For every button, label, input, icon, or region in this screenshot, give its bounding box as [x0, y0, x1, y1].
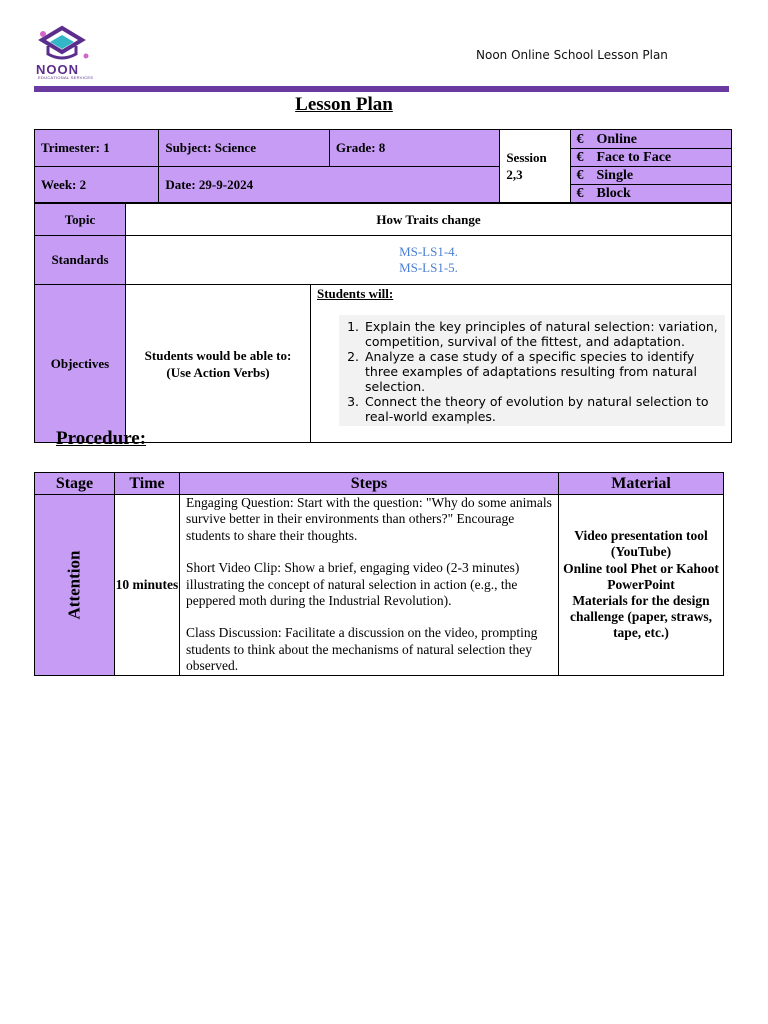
noon-logo [34, 20, 98, 82]
stage-cell [35, 495, 115, 676]
time-cell: 10 minutes [115, 495, 180, 676]
option-symbol: € [576, 131, 584, 147]
subject-cell: Subject: Science [159, 130, 329, 167]
grade-cell: Grade: 8 [329, 130, 499, 167]
logo-subtext: EDUCATIONAL SERVICES [38, 75, 94, 80]
document-title: Lesson Plan [295, 94, 393, 115]
option-symbol: € [576, 167, 584, 183]
procedure-title: Procedure: [56, 428, 147, 449]
step-item: Engaging Question: Start with the question: "Why do some animals survive better in their environments than others?" Encourage students to share their thoughts. [186, 495, 552, 543]
header-title: Noon Online School Lesson Plan [476, 48, 668, 62]
objectives-content [311, 285, 732, 443]
option-label: Block [596, 185, 631, 201]
week-cell: Week: 2 [35, 167, 159, 203]
steps-header: Steps [180, 473, 559, 495]
lesson-info-table [34, 129, 732, 203]
objective-item: 1. Explain the key principles of natural selection: variation, competition, survival of the fittest, and adaptation. [363, 319, 721, 349]
lesson-details-table [34, 203, 732, 443]
standard-item: MS-LS1-5. [399, 260, 458, 275]
option-label: Single [596, 167, 634, 183]
stage-header: Stage [35, 473, 115, 495]
option-symbol: € [576, 149, 584, 165]
material-header: Material [559, 473, 724, 495]
option-block [571, 185, 732, 202]
material-cell [559, 495, 724, 676]
stage-label: Attention [64, 550, 84, 620]
step-item: Short Video Clip: Show a brief, engaging video (2-3 minutes) illustrating the concept of natural selection in action (e.g., the peppered moth during the Industrial Revolution). [186, 560, 520, 609]
standard-item: MS-LS1-4. [399, 244, 458, 259]
objective-item: 2. Analyze a case study of a specific species to identify three examples of adaptations resulting from natural selection. [363, 349, 721, 394]
objectives-list [339, 315, 725, 426]
option-label: Face to Face [596, 149, 672, 165]
topic-label: Topic [35, 204, 126, 236]
session-cell: Session 2,3 [500, 130, 570, 203]
objectives-heading: Students will: [317, 286, 394, 301]
table-row [35, 495, 724, 676]
standards-label: Standards [35, 236, 126, 285]
delivery-options-cell [570, 130, 732, 203]
header-divider [34, 86, 729, 92]
option-online [571, 131, 732, 149]
objectives-label: Objectives [35, 285, 126, 443]
option-face-to-face [571, 149, 732, 167]
graduation-cap-icon [34, 20, 98, 64]
page-header [34, 14, 730, 94]
logo-text: NOON [36, 62, 79, 77]
material-item: PowerPoint [607, 576, 675, 592]
standards-list [126, 236, 732, 285]
step-item: Class Discussion: Facilitate a discussion on the video, prompting students to think about the mechanisms of natural selection they observed. [186, 625, 538, 674]
option-label: Online [596, 131, 637, 147]
trimester-cell: Trimester: 1 [35, 130, 159, 167]
material-item: Video presentation tool (YouTube) [574, 528, 708, 560]
objectives-prompt: Students would be able to: (Use Action Verbs) [126, 285, 311, 443]
topic-value: How Traits change [126, 204, 732, 236]
date-cell: Date: 29-9-2024 [159, 167, 500, 203]
material-item: Online tool Phet or Kahoot [563, 560, 719, 576]
steps-cell [180, 495, 559, 676]
material-item: Materials for the design challenge (paper, straws, tape, etc.) [570, 592, 712, 641]
time-header: Time [115, 473, 180, 495]
option-symbol: € [576, 185, 584, 201]
procedure-table [34, 472, 724, 676]
objective-item: 3. Connect the theory of evolution by natural selection to real-world examples. [363, 394, 721, 424]
option-single [571, 167, 732, 185]
